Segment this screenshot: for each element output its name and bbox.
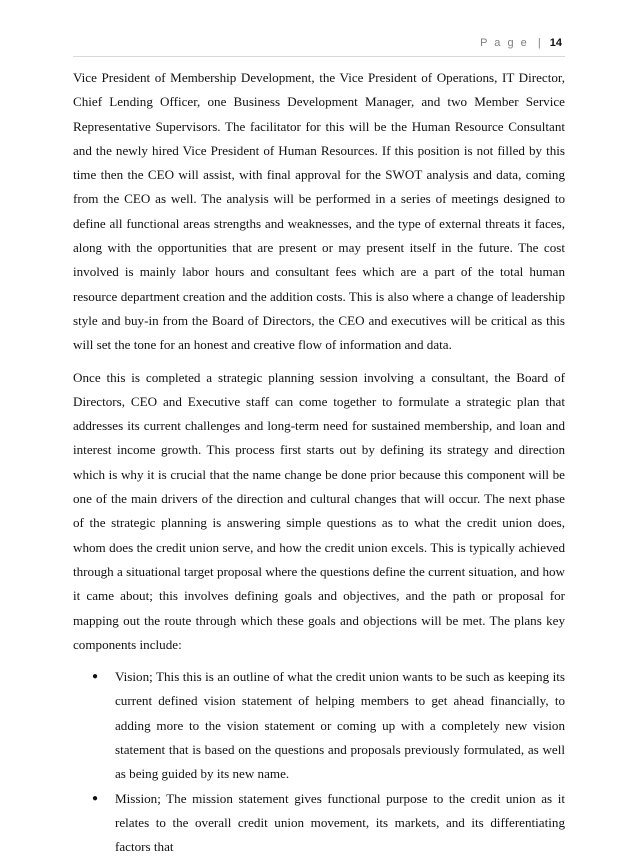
bullet-icon: ● — [92, 671, 99, 683]
paragraph-2: Once this is completed a strategic planning session involving a consultant, the Board of Directors, CEO and Executive staff can come together to formulate a strategic plan that addresses its current challenges and long-term need for sustained membership, and loan and interest income growth. This process first starts out by defining its strategy and direction which is why it is crucial that the name change be done prior because this component will be one of the main drivers of the direction and cultural changes that will occur. The next phase of the strategic planning is answering simple questions as to what the credit union does, whom does the credit union serve, and how the credit union excels. This is typically achieved through a situational target proposal where the questions define the current situation, and how it came about; this involves defining goals and objectives, and the path or proposal for mapping out the route through which these goals and objections will be met. The plans key components include: — [73, 369, 565, 652]
bullet-icon: ● — [92, 792, 99, 804]
body-text — [73, 66, 565, 860]
key-components-list — [73, 665, 565, 859]
list-item-vision — [73, 665, 565, 786]
header-separator: | — [537, 37, 541, 49]
list-item-text: Vision; This this is an outline of what the credit union wants to be such as keeping its current defined vision statement of helping members to get ahead financially, to adding more to the vision statement or coming up with a completely new vision statement that is based on the questions and proposals previously formulated, as well as being guided by its new name. — [115, 669, 565, 782]
page-number: 14 — [549, 37, 562, 49]
list-item-mission — [73, 787, 565, 860]
list-item-text: Mission; The mission statement gives functional purpose to the credit union as it relates to the overall credit union movement, its markets, and its differentiating factors that — [115, 790, 565, 855]
page-label: P a g e — [480, 37, 529, 49]
header-rule — [73, 56, 565, 57]
page-header — [480, 37, 562, 49]
paragraph-1: Vice President of Membership Development, the Vice President of Operations, IT Director, Chief Lending Officer, one Business Development Manager, and two Member Service Representative Supervisors. The facilitator for this will be the Human Resource Consultant and the newly hired Vice President of Human Resources. If this position is not filled by this time then the CEO will assist, with final approval for the SWOT analysis and data, coming from the CEO as well. The analysis will be performed in a series of meetings designed to define all functional areas strengths and weaknesses, and the type of external threats it faces, along with the opportunities that are present or may present itself in the future. The cost involved is mainly labor hours and consultant fees which are a part of the total human resource department creation and the addition costs. This is also where a change of leadership style and buy-in from the Board of Directors, the CEO and executives will be critical as this will set the tone for an honest and creative flow of information and data. — [73, 70, 565, 353]
